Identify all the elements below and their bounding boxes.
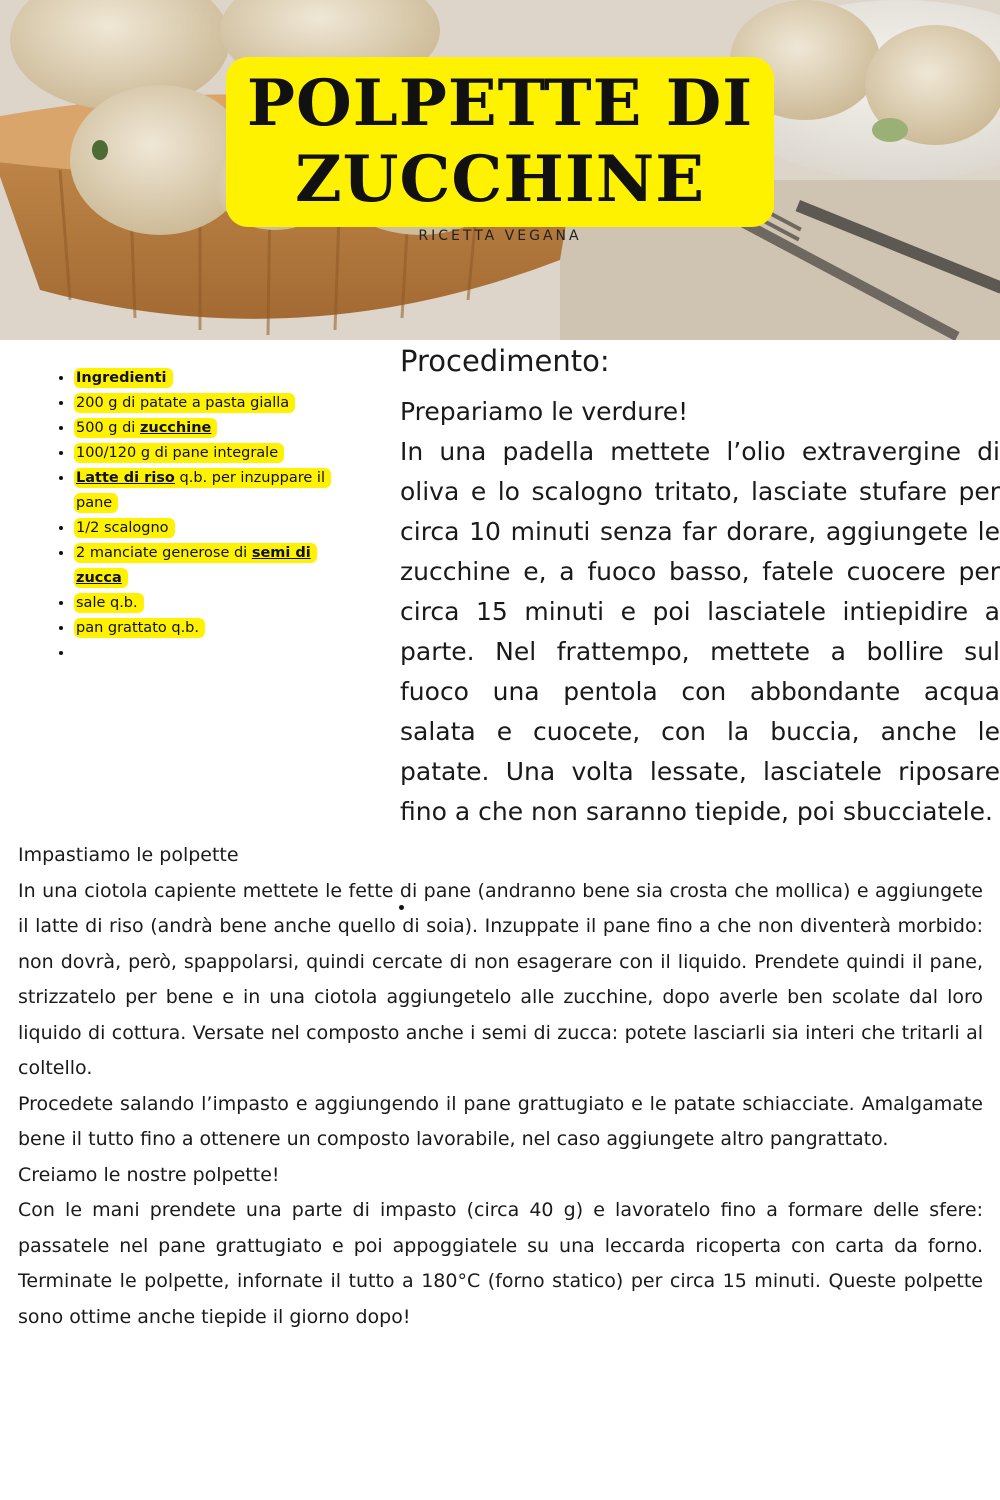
empty-list-item [74,641,354,666]
page-title [247,66,753,218]
creiamo-paragraph: Con le mani prendete una parte di impasto (circa 40 g) e lavoratelo fino a formare delle sfere: passatele nel pane grattugiato e poi appoggiatele su una leccarda ricoperta con carta da forno. Terminate le polpette, infornate il tutto a 180°C (forno statico) per circa 15 minuti. Queste polpette sono ottime anche tiepide il giorno dopo! [18,1199,983,1328]
body-text [18,838,983,1335]
list-item: • 500 g di zucchine [74,416,354,441]
semi-di-zucca-link[interactable]: semi di zucca [76,545,311,586]
impasto-paragraph-1: In una ciotola capiente mettete le fette di pane (andranno bene sia crosta che mollica) e aggiungete il latte di riso (andrà bene anche quello di soia). Inzuppate il pane fino a che non diventerà morbido: non dovrà, però, spappolarsi, quindi cercate di non esagerare con il liquido. Prendete quindi il pane, strizzatelo per bene e in una ciotola aggiungetelo alle zucchine, dopo averle ben scolate dal loro liquido di cottura. Versate nel composto anche i semi di zucca: potete lasciarli sia interi che tritarli al coltello. [18,879,983,1079]
list-item: • pan grattato q.b. [74,616,354,641]
creiamo-heading: Creiamo le nostre polpette! [18,1163,280,1186]
impasto-heading: Impastiamo le polpette [18,844,239,866]
bullet-dot [399,905,404,910]
prepariamo-heading: Prepariamo le verdure! [400,397,689,426]
list-item [74,366,354,391]
impasto-paragraph-2: Procedete salando l’impasto e aggiungendo il pane grattugiato e le patate schiacciate. Amalgamate bene il tutto fino a ottenere un composto lavorabile, nel caso aggiungete altro pangrattato. [18,1092,983,1150]
title-banner [226,57,774,227]
title-line-2: ZUCCHINE [294,142,706,217]
list-item: • 100/120 g di pane integrale [74,441,354,466]
list-item: • 2 manciate generose di semi di zucca [74,541,354,591]
procedimento-paragraph: In una padella mettete l’olio extravergine di oliva e lo scalogno tritato, lasciate stufare per circa 10 minuti senza far dorare, aggiungete le zucchine e, a fuoco basso, fatele cuocere per circa 15 minuti e poi lasciatele intiepidire a parte. Nel frattempo, mettete a bollire sul fuoco una pentola con abbondante acqua salata e cuocete, con la buccia, anche le patate. Una volta lessate, lasciatele riposare fino a che non saranno tiepide, poi sbucciatele. [400,437,1000,826]
zucchine-link[interactable]: zucchine [139,420,212,436]
procedimento-heading: Procedimento: [400,344,610,378]
ingredients-heading: Ingredienti [76,370,167,386]
ingredients-list [52,366,354,666]
title-line-1: POLPETTE DI [246,66,754,141]
subtitle: RICETTA VEGANA [418,228,582,244]
list-item: • 200 g di patate a pasta gialla [74,391,354,416]
list-item: • sale q.b. [74,591,354,616]
latte-di-riso-link[interactable]: Latte di riso [76,470,175,486]
list-item: • 1/2 scalogno [74,516,354,541]
hero-photo [0,0,1000,340]
list-item: • Latte di riso q.b. per inzuppare il pane [74,466,354,516]
